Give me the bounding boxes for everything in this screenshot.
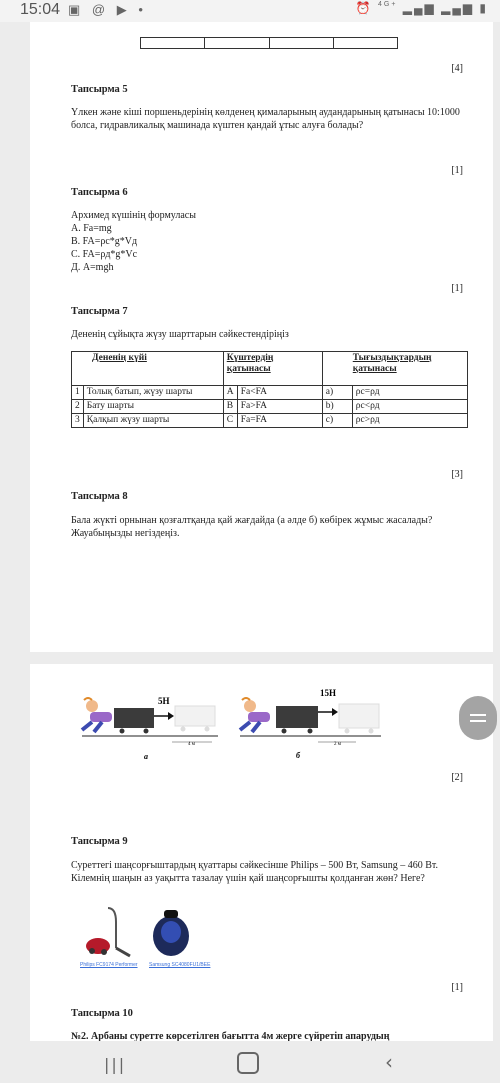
row-density: ρс<ρд (352, 400, 467, 414)
task8-heading: Тапсырма 8 (71, 491, 128, 502)
table-row (72, 386, 468, 400)
table-row (72, 400, 468, 414)
row-density: ρс>ρд (352, 414, 467, 428)
row-number: 1 (72, 386, 84, 400)
philips-vacuum-image (78, 904, 138, 960)
task9-mark: [1] (451, 982, 463, 993)
table-row (72, 414, 468, 428)
force-label-b: 15Н (320, 688, 337, 698)
task6-option-d: Д. A=mgh (71, 262, 114, 273)
previous-table-fragment (140, 37, 398, 49)
distance-label-a: 4 м (188, 742, 195, 747)
child-pushing-icon (82, 698, 112, 732)
floating-menu-button[interactable] (459, 696, 497, 740)
col-density-header: Тығыздықтардың қатынасы (322, 352, 467, 386)
task6-mark: [1] (451, 283, 463, 294)
row-letter: A (223, 386, 237, 400)
row-number: 2 (72, 400, 84, 414)
task7-mark: [3] (451, 469, 463, 480)
menu-line-icon (470, 714, 486, 716)
back-icon[interactable]: ‹ (385, 1050, 393, 1074)
distance-label-b: 2 м (334, 742, 341, 747)
box-dark (114, 708, 154, 728)
figure-label-a: а (144, 752, 148, 761)
document-page-2 (30, 664, 493, 1041)
row-letter: B (223, 400, 237, 414)
score-mark: [4] (451, 63, 463, 74)
task5-text: Үлкен және кіші поршеньдерінің көлденең қималарының аудандарының қатынасы 10:1000 болса, гидравликалық машинада күштен қандай ұтыс алуға болады? (71, 107, 460, 131)
row-number: 3 (72, 414, 84, 428)
document-page-1 (30, 22, 493, 652)
task6-heading: Тапсырма 6 (71, 187, 128, 198)
task7-intro: Дененің сұйықта жүзу шарттарын сәйкестендіріңіз (71, 329, 289, 340)
box-ghost (175, 706, 215, 726)
row-force: Fa>FA (237, 400, 322, 414)
android-nav-bar (0, 1043, 500, 1083)
status-time: 15:04 (20, 1, 61, 18)
box-dark (276, 706, 318, 728)
col-force-header: Күштердің қатынасы (223, 352, 322, 386)
task8-text: Бала жүкті орнынан қозғалтқанда қай жағдайда (а әлде б) көбірек жұмыс жасалады? Жауабыңызды негіздеңіз. (71, 515, 433, 539)
row-state: Қалқып жүзу шарты (83, 414, 223, 428)
row-letter: C (223, 414, 237, 428)
col-state-header: Дененің күйі (72, 352, 224, 386)
network-type: 4G+ (378, 1, 398, 8)
figure-mark: [2] (451, 772, 463, 783)
task7-table (71, 351, 468, 428)
task6-option-c: C. FA=ρд*g*Vс (71, 249, 138, 260)
row-state: Бату шарты (83, 400, 223, 414)
home-icon[interactable] (237, 1052, 259, 1074)
row-key: c) (322, 414, 352, 428)
task7-heading: Тапсырма 7 (71, 306, 128, 317)
child-pushing-icon (240, 698, 270, 732)
task9-heading: Тапсырма 9 (71, 836, 128, 847)
philips-link[interactable]: Philips FC9174 Performer (80, 962, 138, 968)
menu-line-icon (470, 720, 486, 722)
notification-icons: ▣ @ ▶ • (68, 2, 147, 17)
task9-text: Суреттегі шаңсорғыштардың қуаттары сәйкесінше Philips – 500 Вт, Samsung – 460 Вт. Кілемнің шаңын аз уақытта тазалау үшін қай шаңсорғышты қолданған жөн? Неге? (71, 860, 439, 884)
task5-heading: Тапсырма 5 (71, 84, 128, 95)
task6-intro: Архимед күшінің формуласы (71, 210, 196, 221)
row-force: Fa<FA (237, 386, 322, 400)
recent-apps-icon[interactable]: ||| (104, 1055, 127, 1074)
force-label-a: 5Н (158, 696, 170, 706)
task10-text: №2. Арбаны суретте көрсетілген бағытта 4м жерге сүйретіп апарудың (71, 1031, 390, 1041)
task5-mark: [1] (451, 165, 463, 176)
samsung-vacuum-image (150, 906, 192, 958)
task6-option-b: B. FA=ρс*g*Vд (71, 236, 138, 247)
samsung-link[interactable]: Samsung SC4080FU1/BEE (149, 962, 211, 968)
row-force: Fa=FA (237, 414, 322, 428)
row-key: a) (322, 386, 352, 400)
task6-option-a: A. Fa=mg (71, 223, 112, 234)
row-key: b) (322, 400, 352, 414)
box-ghost (339, 704, 379, 728)
figure-label-b: б (296, 751, 300, 760)
row-density: ρс=ρд (352, 386, 467, 400)
task6-body (71, 209, 461, 274)
figure-a (78, 684, 228, 762)
row-state: Толық батып, жүзу шарты (83, 386, 223, 400)
task10-heading: Тапсырма 10 (71, 1008, 133, 1019)
status-bar (0, 0, 500, 22)
figure-b (236, 682, 386, 762)
system-icons: ⏰ $^{4G+}$ ▂▄▆ ▂▄▆ ▮ (355, 1, 488, 15)
table-header-row (72, 352, 468, 386)
